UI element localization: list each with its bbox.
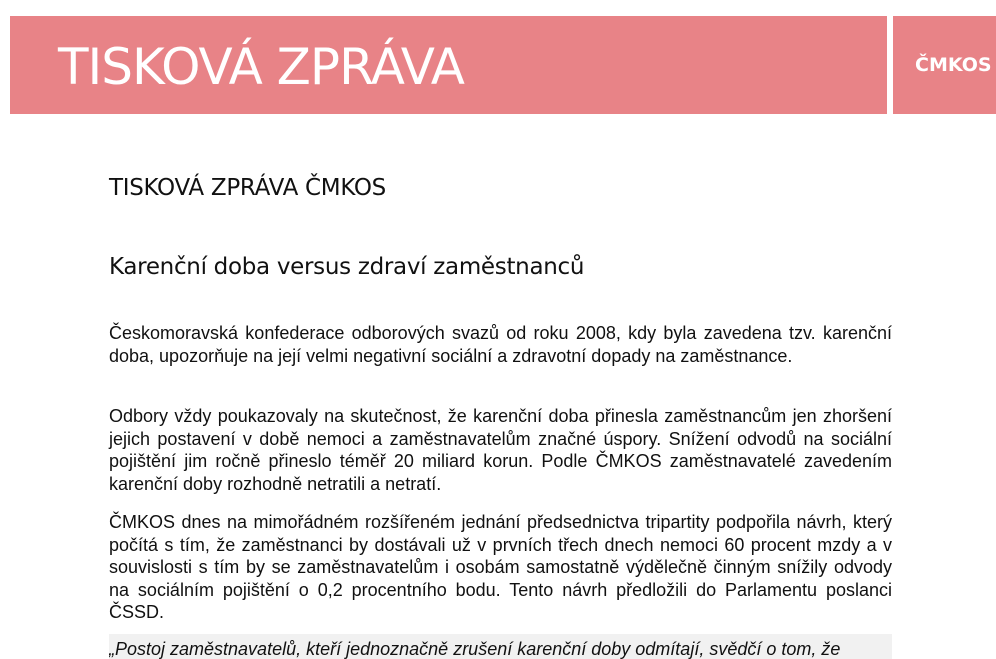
- header-side-banner: [893, 16, 996, 114]
- quote-paragraph: „Postoj zaměstnavatelů, kteří jednoznačně zrušení karenční doby odmítají, svědčí o tom, že: [109, 634, 892, 659]
- document-heading: TISKOVÁ ZPRÁVA ČMKOS: [109, 175, 386, 201]
- header-banner: [10, 16, 887, 114]
- document-subheading: Karenční doba versus zdraví zaměstnanců: [109, 254, 585, 280]
- paragraph-3: ČMKOS dnes na mimořádném rozšířeném jednání předsednictva tripartity podpořila návrh, který počítá s tím, že zaměstnanci by dostávali už v prvních třech dnech nemoci 60 procent mzdy a v souvislosti s tím by se zaměstnavatelům i osobám samostatně výdělečně činným snížily odvody na sociálním pojištění o 0,2 procentního bodu. Tento návrh předložili do Parlamentu poslanci ČSSD.: [109, 512, 892, 622]
- paragraph-2: Odbory vždy poukazovaly na skutečnost, že karenční doba přinesla zaměstnancům jen zhoršení jejich postavení v době nemoci a zaměstnavatelům značné úspory. Snížení odvodů na sociální pojištění jim ročně přineslo téměř 20 miliard korun. Podle ČMKOS zaměstnavatelé zavedením karenční doby rozhodně netratili a netratí.: [109, 406, 892, 494]
- header-side-label: ČMKOS: [915, 54, 992, 76]
- paragraph-1: Českomoravská konfederace odborových svazů od roku 2008, kdy byla zavedena tzv. karenční doba, upozorňuje na její velmi negativní sociální a zdravotní dopady na zaměstnance.: [109, 323, 892, 366]
- header-title: TISKOVÁ ZPRÁVA: [58, 38, 464, 96]
